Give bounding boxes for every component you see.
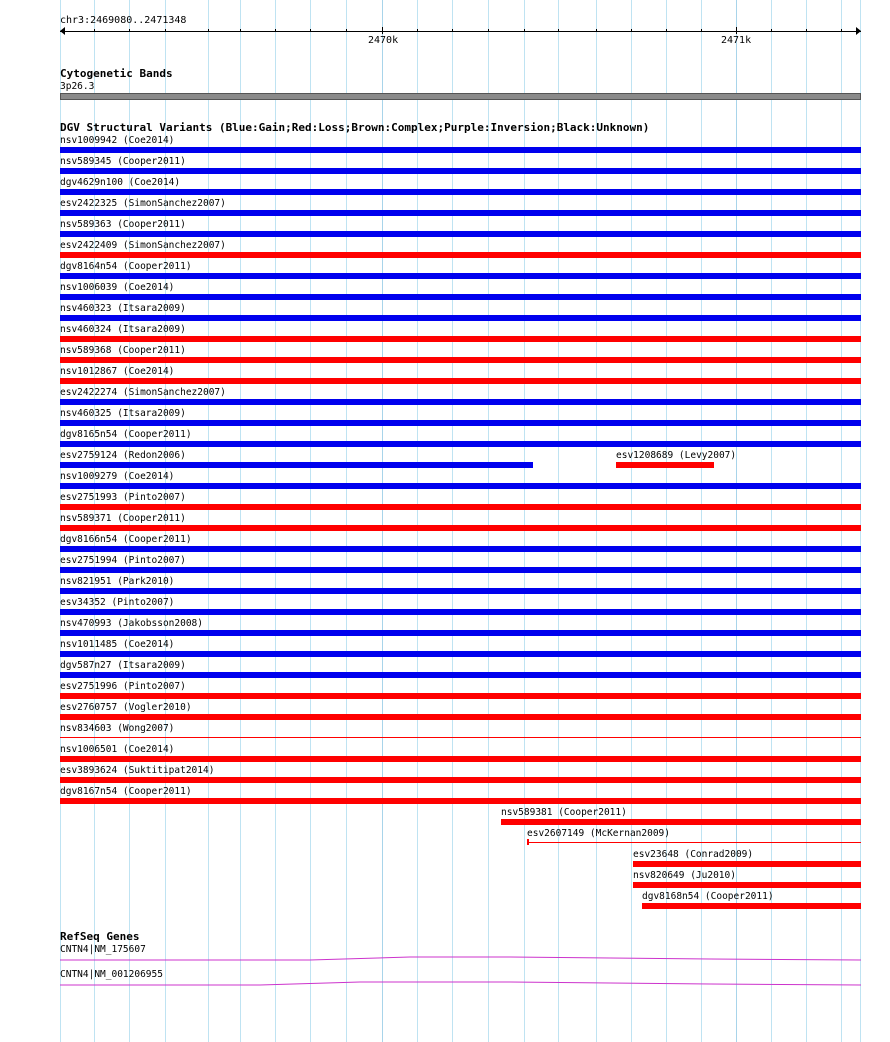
- ruler-minor-tick: [165, 29, 166, 32]
- sv-label: dgv8165n54 (Cooper2011): [60, 429, 192, 440]
- sv-label: dgv8167n54 (Cooper2011): [60, 786, 192, 797]
- cytoband-track-title: Cytogenetic Bands: [60, 67, 173, 80]
- ruler-minor-tick: [666, 29, 667, 32]
- sv-label: nsv460325 (Itsara2009): [60, 408, 186, 419]
- ruler-minor-tick: [558, 29, 559, 32]
- sv-bar[interactable]: [501, 819, 861, 825]
- sv-bar[interactable]: [60, 525, 861, 531]
- ruler-minor-tick: [417, 29, 418, 32]
- grid-line: [452, 0, 453, 1042]
- sv-label: nsv1012867 (Coe2014): [60, 366, 175, 377]
- sv-label: nsv1006501 (Coe2014): [60, 744, 175, 755]
- ruler-minor-tick: [240, 29, 241, 32]
- sv-label: esv2422274 (SimonSanchez2007): [60, 387, 226, 398]
- grid-line: [240, 0, 241, 1042]
- sv-bar[interactable]: [642, 903, 861, 909]
- sv-label: nsv1011485 (Coe2014): [60, 639, 175, 650]
- sv-label: nsv820649 (Ju2010): [633, 870, 736, 881]
- sv-bar[interactable]: [60, 273, 861, 279]
- grid-line: [382, 0, 383, 1042]
- sv-label: nsv589368 (Cooper2011): [60, 345, 186, 356]
- sv-label: nsv1006039 (Coe2014): [60, 282, 175, 293]
- grid-line: [346, 0, 347, 1042]
- scroll-right-arrow-icon[interactable]: [856, 27, 861, 35]
- sv-bar[interactable]: [616, 462, 714, 468]
- sv-label: esv34352 (Pinto2007): [60, 597, 175, 608]
- sv-label: esv2751994 (Pinto2007): [60, 555, 186, 566]
- sv-label: dgv8164n54 (Cooper2011): [60, 261, 192, 272]
- sv-bar[interactable]: [60, 252, 861, 258]
- sv-bar[interactable]: [60, 168, 861, 174]
- sv-label: esv2422325 (SimonSanchez2007): [60, 198, 226, 209]
- ruler-minor-tick: [524, 29, 525, 32]
- sv-bar[interactable]: [60, 588, 861, 594]
- ruler-major-tick: [382, 27, 383, 34]
- sv-bar[interactable]: [60, 420, 861, 426]
- sv-bar[interactable]: [60, 189, 861, 195]
- sv-label: esv1208689 (Levy2007): [616, 450, 737, 461]
- sv-label: dgv587n27 (Itsara2009): [60, 660, 186, 671]
- sv-bar[interactable]: [60, 462, 533, 468]
- ruler-minor-tick: [596, 29, 597, 32]
- grid-line: [631, 0, 632, 1042]
- sv-bar[interactable]: [60, 737, 861, 738]
- sv-label: dgv8168n54 (Cooper2011): [642, 891, 774, 902]
- sv-label: nsv1009279 (Coe2014): [60, 471, 175, 482]
- sv-label: nsv460324 (Itsara2009): [60, 324, 186, 335]
- sv-bar[interactable]: [60, 672, 861, 678]
- sv-label: esv2607149 (McKernan2009): [527, 828, 670, 839]
- sv-bar[interactable]: [60, 483, 861, 489]
- sv-label: esv2760757 (Vogler2010): [60, 702, 192, 713]
- ruler-axis: [60, 31, 861, 32]
- sv-bar[interactable]: [60, 651, 861, 657]
- scroll-left-arrow-icon[interactable]: [60, 27, 65, 35]
- sv-bar[interactable]: [60, 378, 861, 384]
- grid-line: [310, 0, 311, 1042]
- grid-line: [558, 0, 559, 1042]
- sv-label: nsv470993 (Jakobsson2008): [60, 618, 203, 629]
- ruler-tick-label: 2471k: [721, 35, 752, 46]
- sv-label: nsv821951 (Park2010): [60, 576, 175, 587]
- sv-label: nsv589363 (Cooper2011): [60, 219, 186, 230]
- sv-label: esv2759124 (Redon2006): [60, 450, 186, 461]
- sv-bar[interactable]: [60, 798, 861, 804]
- sv-bar[interactable]: [633, 861, 861, 867]
- sv-bar[interactable]: [60, 147, 861, 153]
- sv-label: esv2751996 (Pinto2007): [60, 681, 186, 692]
- dgv-track-title: DGV Structural Variants (Blue:Gain;Red:Loss;Brown:Complex;Purple:Inversion;Black:Unknown): [60, 121, 650, 134]
- grid-line: [596, 0, 597, 1042]
- cytoband-bar[interactable]: [60, 93, 861, 100]
- ruler-minor-tick: [346, 29, 347, 32]
- sv-bar[interactable]: [60, 504, 861, 510]
- ruler-minor-tick: [452, 29, 453, 32]
- sv-bar[interactable]: [60, 210, 861, 216]
- ruler-minor-tick: [94, 29, 95, 32]
- sv-label: nsv589381 (Cooper2011): [501, 807, 627, 818]
- sv-bar[interactable]: [60, 336, 861, 342]
- ruler-minor-tick: [275, 29, 276, 32]
- ruler-minor-tick: [631, 29, 632, 32]
- grid-line: [417, 0, 418, 1042]
- gene-label: CNTN4|NM_175607: [60, 944, 146, 955]
- sv-label: nsv1009942 (Coe2014): [60, 135, 175, 146]
- sv-bar[interactable]: [60, 315, 861, 321]
- sv-bar[interactable]: [60, 630, 861, 636]
- sv-label: nsv460323 (Itsara2009): [60, 303, 186, 314]
- sv-label: nsv589345 (Cooper2011): [60, 156, 186, 167]
- grid-line: [208, 0, 209, 1042]
- ruler-minor-tick: [701, 29, 702, 32]
- sv-bar[interactable]: [60, 546, 861, 552]
- ruler-minor-tick: [806, 29, 807, 32]
- sv-bar[interactable]: [60, 231, 861, 237]
- ruler-minor-tick: [771, 29, 772, 32]
- sv-bar[interactable]: [633, 882, 861, 888]
- ruler-tick-label: 2470k: [368, 35, 399, 46]
- ruler-minor-tick: [841, 29, 842, 32]
- sv-bar[interactable]: [60, 567, 861, 573]
- ruler-minor-tick: [310, 29, 311, 32]
- grid-line: [488, 0, 489, 1042]
- sv-label: esv23648 (Conrad2009): [633, 849, 754, 860]
- gene-model[interactable]: [60, 980, 862, 988]
- ruler-major-tick: [736, 27, 737, 34]
- sv-label: dgv4629n100 (Coe2014): [60, 177, 181, 188]
- gene-label: CNTN4|NM_001206955: [60, 969, 163, 980]
- sv-bar[interactable]: [60, 357, 861, 363]
- sv-bar[interactable]: [60, 609, 861, 615]
- sv-bar[interactable]: [60, 714, 861, 720]
- sv-bar[interactable]: [60, 399, 861, 405]
- sv-label: esv2751993 (Pinto2007): [60, 492, 186, 503]
- region-label: chr3:2469080..2471348: [60, 15, 187, 26]
- sv-label: dgv8166n54 (Cooper2011): [60, 534, 192, 545]
- ruler-minor-tick: [208, 29, 209, 32]
- sv-label: nsv589371 (Cooper2011): [60, 513, 186, 524]
- sv-bar[interactable]: [60, 693, 861, 699]
- sv-label: nsv834603 (Wong2007): [60, 723, 175, 734]
- sv-bar[interactable]: [60, 294, 861, 300]
- sv-bar[interactable]: [60, 756, 861, 762]
- ruler-minor-tick: [488, 29, 489, 32]
- gene-model[interactable]: [60, 955, 862, 963]
- sv-bar[interactable]: [60, 441, 861, 447]
- grid-line: [524, 0, 525, 1042]
- grid-line: [275, 0, 276, 1042]
- sv-bar[interactable]: [60, 777, 861, 783]
- sv-label: esv2422409 (SimonSanchez2007): [60, 240, 226, 251]
- cytoband-label: 3p26.3: [60, 81, 95, 92]
- ruler-minor-tick: [129, 29, 130, 32]
- refseq-track-title: RefSeq Genes: [60, 930, 140, 943]
- sv-bar[interactable]: [527, 842, 861, 843]
- sv-label: esv3893624 (Suktitipat2014): [60, 765, 215, 776]
